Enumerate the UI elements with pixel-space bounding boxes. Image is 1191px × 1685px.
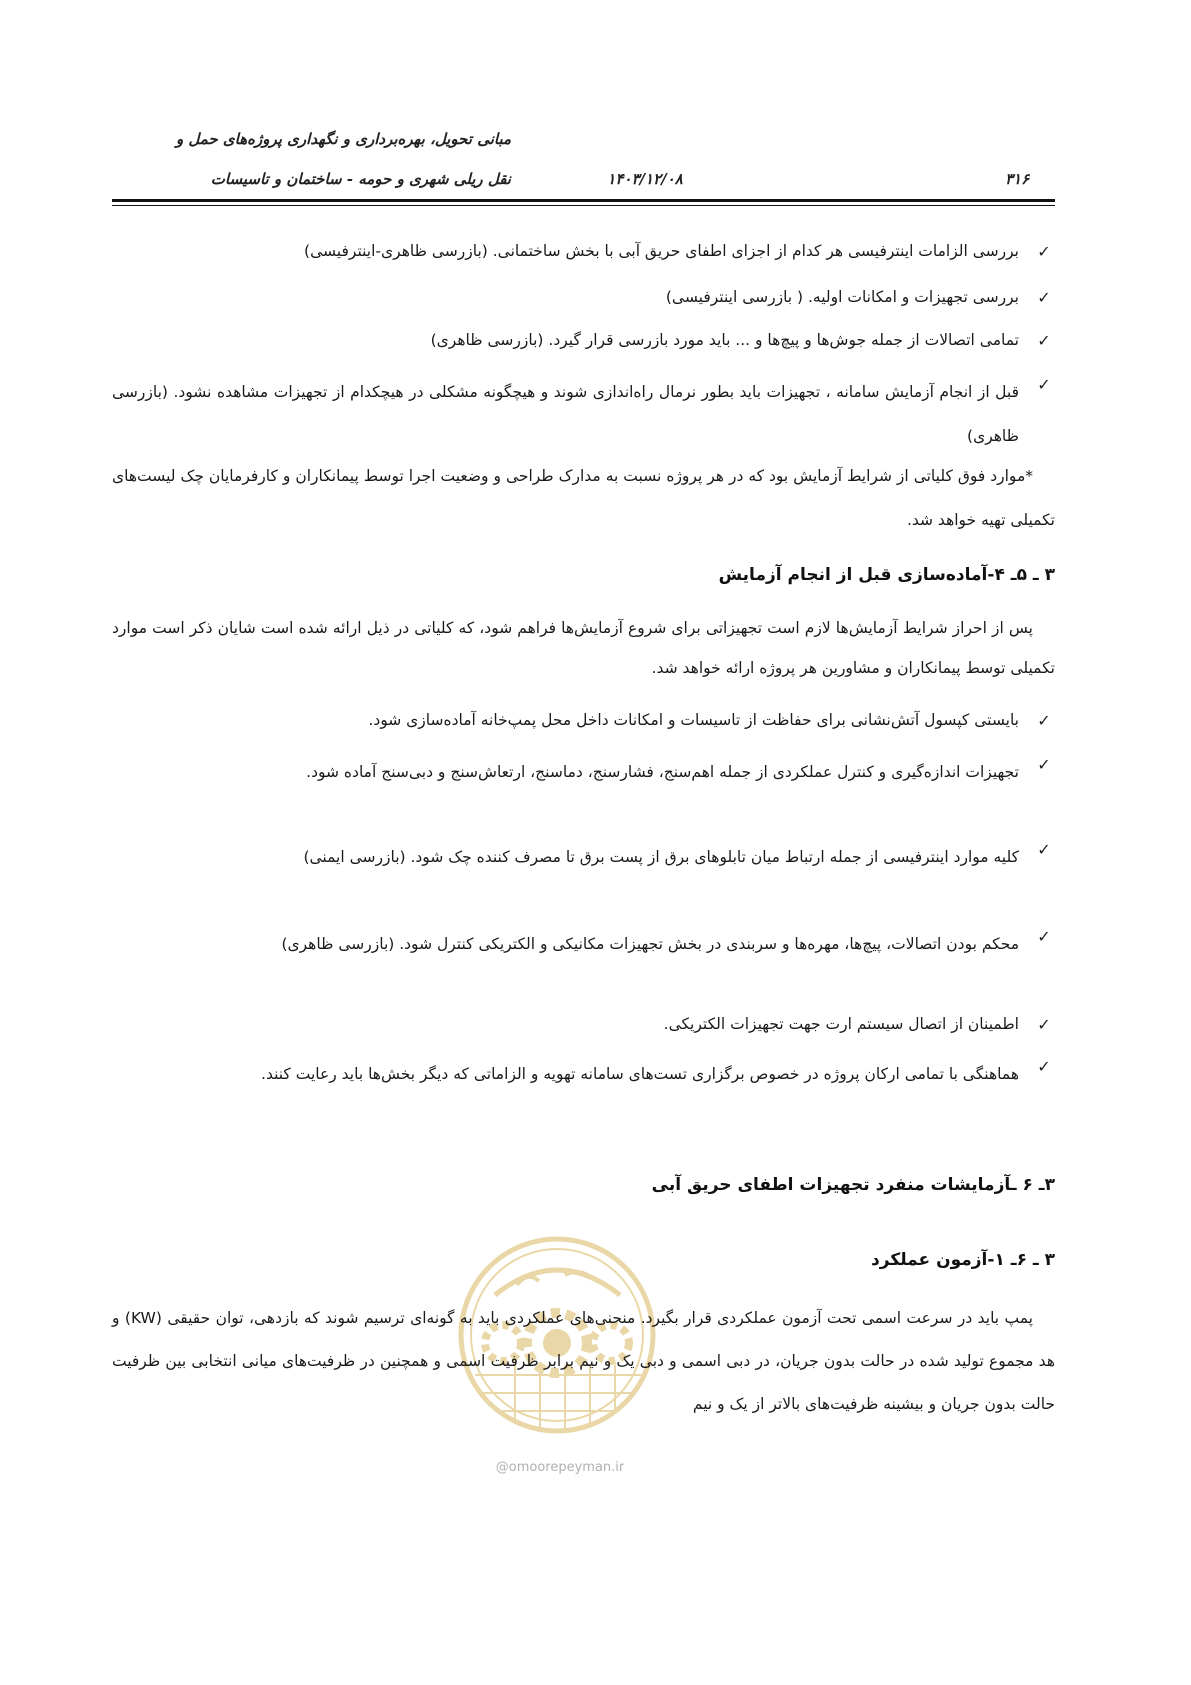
- header-rule-thick: [112, 199, 1055, 202]
- list-item: [112, 326, 1055, 355]
- checkmark-icon: ✓: [1037, 288, 1051, 307]
- list-item: [112, 283, 1055, 312]
- note-paragraph: *موارد فوق کلیاتی از شرایط آزمایش بود که در هر پروژه نسبت به مدارک طراحی و وضعیت اجرا توسط پیمانکاران و کارفرمایان چک لیست‌های تکمیلی تهیه خواهد شد.: [112, 467, 1055, 529]
- list-item-text: تجهیزات اندازه‌گیری و کنترل عملکردی از جمله اهم‌سنج، فشارسنج، دماسنج، ارتعاش‌سنج و دبی‌سنج آماده شود.: [306, 763, 1019, 781]
- section-paragraph: پس از احراز شرایط آزمایش‌ها لازم است تجهیزاتی برای شروع آزمایش‌ها فراهم شود، که کلیاتی در ذیل ارائه شده است شایان ذکر است موارد تکمیلی توسط پیمانکاران و مشاورین هر پروژه ارائه خواهد شد.: [112, 619, 1055, 677]
- section-heading: ۳ـ ۶ ـآزمایشات منفرد تجهیزات اطفای حریق آبی: [651, 1175, 1055, 1195]
- checkmark-icon: ✓: [1037, 840, 1051, 859]
- section-heading: ۳ ـ ۵ـ ۴-آماده‌سازی قبل از انجام آزمایش: [718, 565, 1055, 585]
- header-rule-thin: [112, 205, 1055, 206]
- checkmark-icon: ✓: [1037, 1057, 1051, 1076]
- list-item-text: بایستی کپسول آتش‌نشانی برای حفاظت از تاسیسات و امکانات داخل محل پمپ‌خانه آماده‌سازی شود.: [368, 711, 1019, 729]
- list-item-text: بررسی تجهیزات و امکانات اولیه. ( بازرسی اینترفیسی): [665, 288, 1019, 306]
- list-item-text: کلیه موارد اینترفیسی از جمله ارتباط میان تابلوهای برق از پست برق تا مصرف کننده چک شود. (بازرسی ایمنی): [303, 848, 1019, 866]
- list-item: [112, 370, 1055, 458]
- list-item: [112, 1052, 1055, 1096]
- list-item-text: تمامی اتصالات از جمله جوش‌ها و پیچ‌ها و ... باید مورد بازرسی قرار گیرد. (بازرسی ظاهری): [430, 331, 1019, 349]
- header-date: ۱۴۰۳/۱۲/۰۸: [607, 170, 683, 188]
- header-title-line2: نقل ریلی شهری و حومه - ساختمان و تاسیسات: [210, 170, 511, 188]
- checkmark-icon: ✓: [1037, 711, 1051, 730]
- section-heading: ۳ ـ ۶ـ ۱-آزمون عملکرد: [871, 1250, 1055, 1270]
- list-item: [112, 706, 1055, 735]
- list-item-text: محکم بودن اتصالات، پیچ‌ها، مهره‌ها و سربندی در بخش تجهیزات مکانیکی و الکتریکی کنترل شود. (بازرسی ظاهری): [281, 935, 1019, 953]
- list-item-text: قبل از انجام آزمایش سامانه ، تجهیزات باید بطور نرمال راه‌اندازی شوند و هیچگونه مشکلی در هیچکدام از تجهیزات مشاهده نشود. (بازرسی ظاهری): [112, 383, 1019, 445]
- list-item: [112, 922, 1055, 966]
- watermark-site: @omoorepeyman.ir: [495, 1460, 625, 1475]
- section-paragraph: پمپ باید در سرعت اسمی تحت آزمون عملکردی قرار بگیرد. منحنی‌های عملکردی باید به گونه‌ای ترسیم شوند که بازدهی، توان حقیقی (KW) و هد مجموع تولید شده در حالت بدون جریان، در دبی اسمی و دبی یک و نیم برابر ظرفیت اسمی و همچنین در ظرفیت‌های میانی انتخابی بین ظرفیت حالت بدون جریان و بیشینه ظرفیت‌های بالاتر از یک و نیم: [112, 1309, 1055, 1413]
- list-item: [112, 237, 1055, 266]
- list-item-text: هماهنگی با تمامی ارکان پروژه در خصوص برگزاری تست‌های سامانه تهویه و الزاماتی که دیگر بخش‌ها باید رعایت کنند.: [261, 1065, 1019, 1083]
- checkmark-icon: ✓: [1037, 331, 1051, 350]
- header-title-line1: مبانی تحویل، بهره‌برداری و نگهداری پروژه‌های حمل و: [175, 130, 511, 148]
- list-item: [112, 1010, 1055, 1039]
- checkmark-icon: ✓: [1037, 242, 1051, 261]
- list-item: [112, 835, 1055, 879]
- page-number: ۳۱۶: [1005, 170, 1030, 188]
- checkmark-icon: ✓: [1037, 755, 1051, 774]
- checkmark-icon: ✓: [1037, 375, 1051, 394]
- list-item-text: بررسی الزامات اینترفیسی هر کدام از اجزای اطفای حریق آبی با بخش ساختمانی. (بازرسی ظاهری-اینترفیسی): [304, 242, 1019, 260]
- checkmark-icon: ✓: [1037, 1015, 1051, 1034]
- list-item-text: اطمینان از اتصال سیستم ارت جهت تجهیزات الکتریکی.: [663, 1015, 1019, 1033]
- list-item: [112, 750, 1055, 794]
- checkmark-icon: ✓: [1037, 927, 1051, 946]
